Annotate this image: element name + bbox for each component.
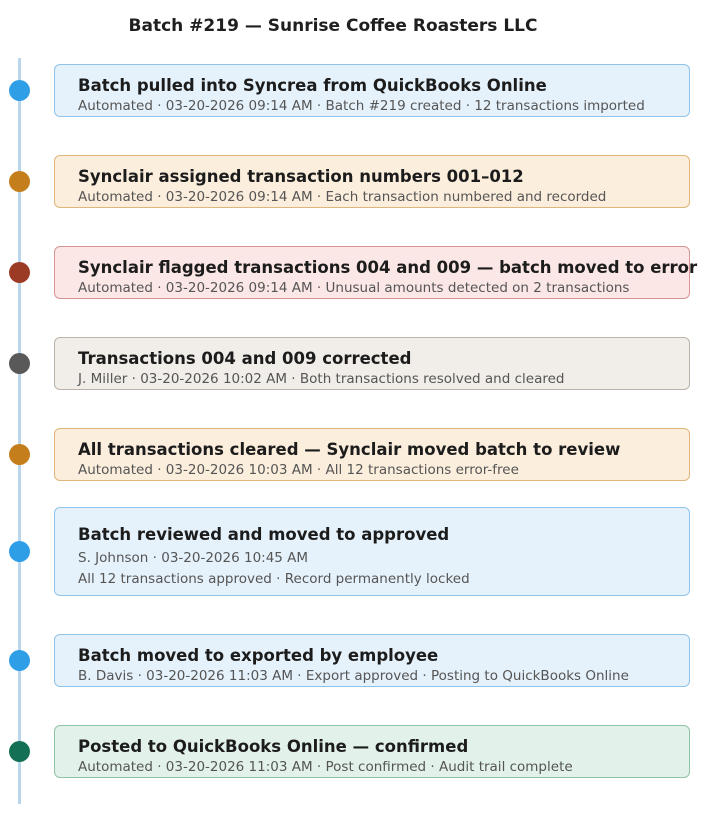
status-dot (9, 80, 30, 101)
event-card[interactable] (54, 155, 690, 208)
event-title: Synclair assigned transaction numbers 001–012 (78, 167, 524, 186)
event-title: Transactions 004 and 009 corrected (78, 349, 412, 368)
status-dot (9, 444, 30, 465)
event-title: Batch reviewed and moved to approved (78, 525, 450, 544)
event-card[interactable] (54, 507, 690, 596)
status-dot (9, 541, 30, 562)
status-dot (9, 262, 30, 283)
event-title: Synclair flagged transactions 004 and 009 — batch moved to error (78, 258, 698, 277)
event-card[interactable] (54, 246, 698, 299)
event-meta: Automated · 03-20-2026 09:14 AM · Batch #219 created · 12 transactions imported (78, 98, 645, 114)
event-title: Posted to QuickBooks Online — confirmed (78, 737, 469, 756)
event-meta: S. Johnson · 03-20-2026 10:45 AM (78, 550, 309, 566)
event-card[interactable] (54, 725, 690, 778)
status-dot (9, 171, 30, 192)
status-dot (9, 741, 30, 762)
page-title: Batch #219 — Sunrise Coffee Roasters LLC (128, 16, 538, 36)
event-meta: Automated · 03-20-2026 10:03 AM · All 12 transactions error-free (78, 462, 519, 478)
event-meta: J. Miller · 03-20-2026 10:02 AM · Both transactions resolved and cleared (78, 371, 565, 387)
status-dot (9, 353, 30, 374)
event-meta: Automated · 03-20-2026 11:03 AM · Post confirmed · Audit trail complete (78, 759, 573, 775)
status-dot (9, 650, 30, 671)
event-title: Batch pulled into Syncrea from QuickBooks Online (78, 76, 547, 95)
event-card[interactable] (54, 337, 690, 390)
event-title: All transactions cleared — Synclair moved batch to review (78, 440, 621, 459)
event-meta: Automated · 03-20-2026 09:14 AM · Unusual amounts detected on 2 transactions (78, 280, 630, 296)
event-title: Batch moved to exported by employee (78, 646, 439, 665)
timeline-line (18, 58, 21, 804)
event-meta: B. Davis · 03-20-2026 11:03 AM · Export approved · Posting to QuickBooks Online (78, 668, 629, 684)
event-detail: All 12 transactions approved · Record permanently locked (78, 571, 470, 587)
event-meta: Automated · 03-20-2026 09:14 AM · Each transaction numbered and recorded (78, 189, 607, 205)
event-card[interactable] (54, 634, 690, 687)
event-card[interactable] (54, 428, 690, 481)
event-card[interactable] (54, 64, 690, 117)
